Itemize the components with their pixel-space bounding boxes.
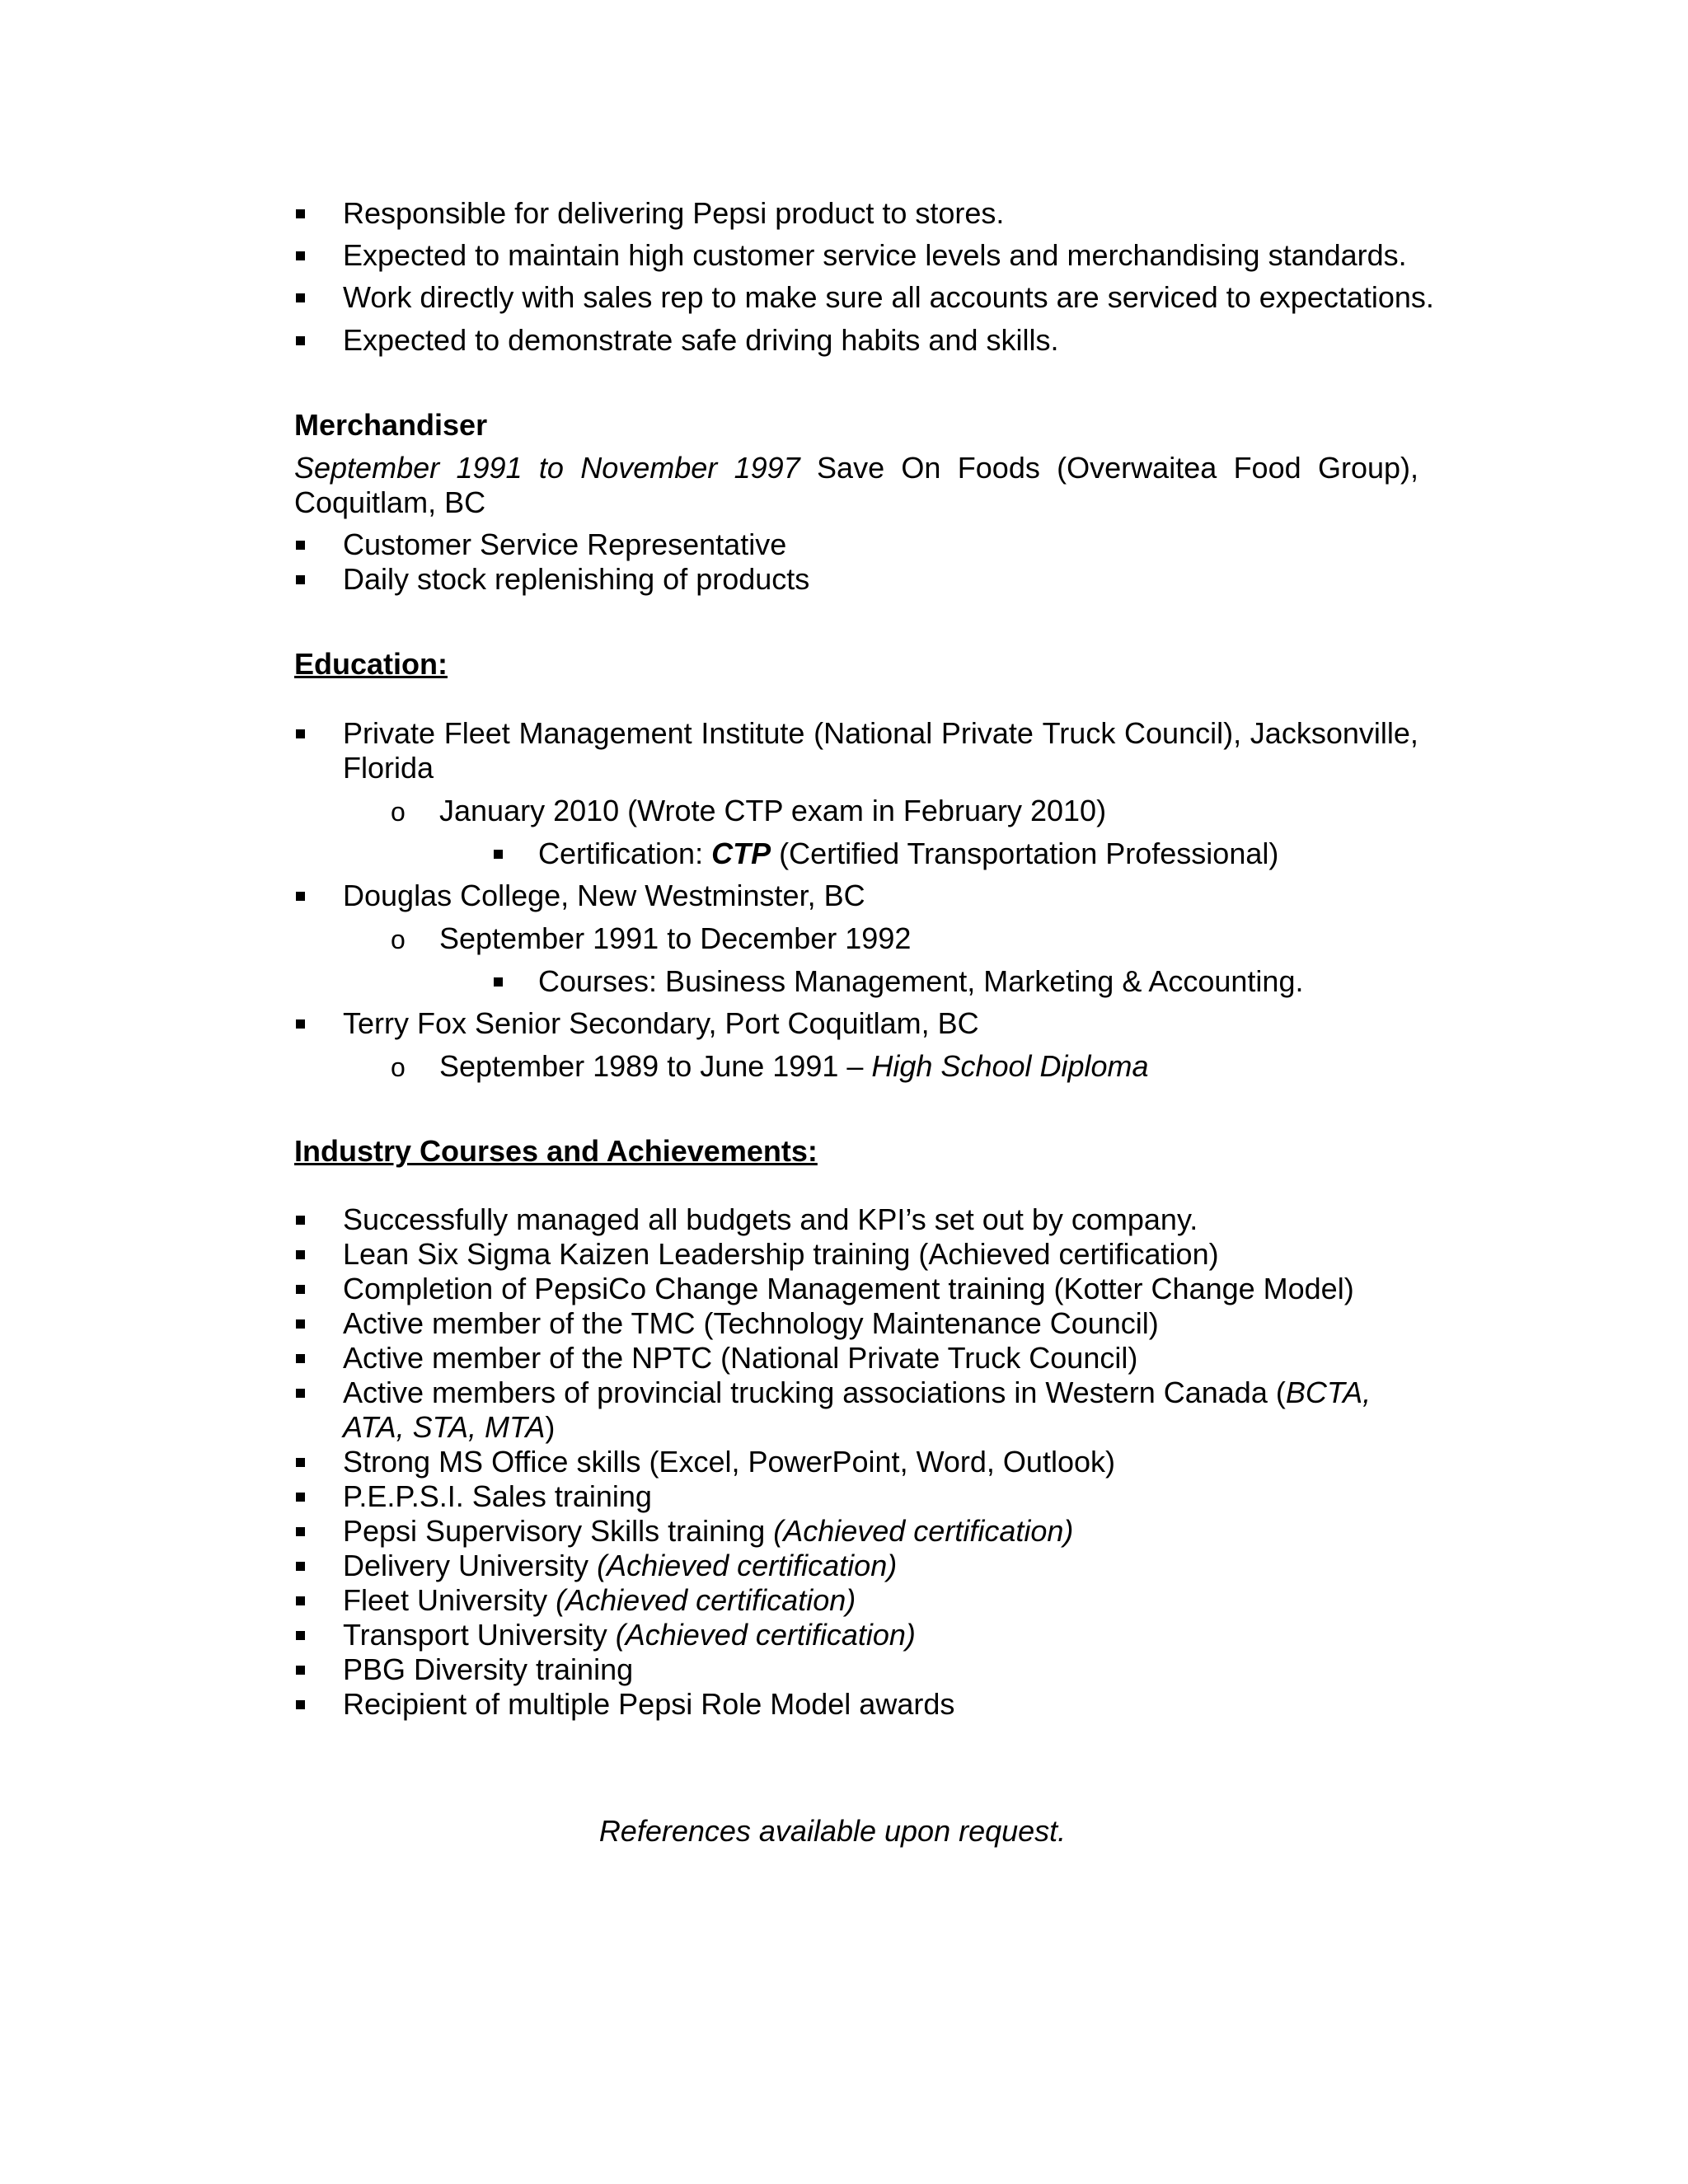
bullet-icon <box>296 541 305 550</box>
associations-abbr: ATA, STA, MTA <box>343 1410 546 1444</box>
school-location: Florida <box>343 751 434 785</box>
list-item: Strong MS Office skills (Excel, PowerPoint, Word, Outlook) <box>343 1445 1115 1479</box>
training-note: (Achieved certification) <box>556 1583 856 1617</box>
bullet-icon <box>296 1527 305 1536</box>
training-name: Fleet University <box>343 1583 556 1617</box>
job-employer-word: (Overwaitea <box>1057 451 1217 485</box>
school-pfmi <box>343 715 1418 752</box>
diploma: High School Diploma <box>871 1049 1149 1083</box>
bullet-icon <box>296 1700 305 1709</box>
bullet-icon <box>296 1493 305 1502</box>
bullet-icon <box>296 1666 305 1675</box>
list-item <box>343 1548 897 1584</box>
list-item <box>343 1617 916 1653</box>
associations-text: Active members of provincial trucking associations in Western Canada ( <box>343 1376 1286 1409</box>
circle-bullet-icon: o <box>391 1052 406 1082</box>
list-item: Expected to demonstrate safe driving habits and skills. <box>343 323 1059 357</box>
cert-abbr: CTP <box>711 837 771 870</box>
list-item: Expected to maintain high customer service levels and merchandising standards. <box>343 238 1407 272</box>
list-item: Completion of PepsiCo Change Management training (Kotter Change Model) <box>343 1272 1354 1305</box>
job-employer-word: Save <box>817 451 885 485</box>
school-date: January 2010 (Wrote CTP exam in February 2010) <box>439 794 1107 827</box>
school-date: September 1991 to December 1992 <box>439 921 912 955</box>
list-item: Customer Service Representative <box>343 527 787 561</box>
job-employer-word: Group), <box>1317 451 1418 485</box>
bullet-icon <box>296 1216 305 1225</box>
list-item-associations <box>343 1375 1371 1411</box>
training-note: (Achieved certification) <box>615 1618 916 1652</box>
associations-close: ) <box>545 1410 556 1444</box>
school-name-word: Management <box>518 716 692 750</box>
job-dates-word: 1997 <box>734 451 800 485</box>
bullet-icon <box>296 293 305 302</box>
bullet-icon <box>296 1631 305 1640</box>
associations-abbr: BCTA, <box>1285 1376 1372 1409</box>
list-item <box>343 1513 1073 1549</box>
list-item: Responsible for delivering Pepsi product to stores. <box>343 196 1005 230</box>
bullet-icon <box>296 892 305 901</box>
school-name-word: Private <box>343 716 436 750</box>
school-terry-fox: Terry Fox Senior Secondary, Port Coquitlam, BC <box>343 1006 979 1040</box>
certification <box>538 836 1278 872</box>
school-name-word: Private <box>940 716 1034 750</box>
date-range: September 1989 to June 1991 – <box>439 1049 872 1083</box>
bullet-icon <box>296 209 305 218</box>
job-title: Merchandiser <box>294 408 488 442</box>
bullet-icon <box>296 1354 305 1363</box>
section-heading-industry: Industry Courses and Achievements: <box>294 1134 818 1168</box>
school-name-word: Truck <box>1042 716 1116 750</box>
school-douglas: Douglas College, New Westminster, BC <box>343 879 865 912</box>
bullet-icon <box>296 1458 305 1467</box>
bullet-icon <box>296 1285 305 1294</box>
circle-bullet-icon: o <box>391 797 406 827</box>
list-item: Recipient of multiple Pepsi Role Model awards <box>343 1687 955 1721</box>
school-name-word: (National <box>814 716 933 750</box>
courses: Courses: Business Management, Marketing & Accounting. <box>538 964 1304 998</box>
list-item: Lean Six Sigma Kaizen Leadership training (Achieved certification) <box>343 1237 1219 1271</box>
cert-label: Certification: <box>538 837 712 870</box>
list-item: PBG Diversity training <box>343 1652 634 1686</box>
cert-desc: (Certified Transportation Professional) <box>771 837 1279 870</box>
training-note: (Achieved certification) <box>773 1514 1074 1548</box>
job-dates-word: 1991 <box>456 451 523 485</box>
bullet-icon <box>296 1319 305 1329</box>
bullet-icon <box>296 1562 305 1571</box>
school-name-word: Jacksonville, <box>1250 716 1418 750</box>
job-location: Coquitlam, BC <box>294 485 486 519</box>
list-item: Active member of the NPTC (National Private Truck Council) <box>343 1341 1138 1375</box>
job-dates-employer <box>294 450 1418 486</box>
bullet-icon <box>296 1389 305 1398</box>
bullet-icon <box>296 336 305 345</box>
school-date <box>439 1048 1149 1085</box>
bullet-icon <box>296 1596 305 1605</box>
job-employer-word: Food <box>1233 451 1301 485</box>
job-dates-word: November <box>580 451 718 485</box>
circle-bullet-icon: o <box>391 925 406 954</box>
job-dates-word: to <box>538 451 564 485</box>
bullet-icon <box>494 850 503 859</box>
job-dates-word: September <box>294 451 440 485</box>
list-item-associations-cont <box>343 1409 555 1446</box>
training-name: Transport University <box>343 1618 616 1652</box>
job-employer-word: Foods <box>957 451 1040 485</box>
bullet-icon <box>296 575 305 584</box>
list-item: Successfully managed all budgets and KPI’s set out by company. <box>343 1202 1198 1236</box>
list-item: Daily stock replenishing of products <box>343 562 810 596</box>
training-name: Pepsi Supervisory Skills training <box>343 1514 774 1548</box>
bullet-icon <box>296 1250 305 1259</box>
bullet-icon <box>296 729 305 738</box>
bullet-icon <box>296 251 305 260</box>
school-name-word: Fleet <box>443 716 510 750</box>
list-item: Work directly with sales rep to make sure all accounts are serviced to expectations. <box>343 280 1434 314</box>
training-name: Delivery University <box>343 1549 598 1582</box>
bullet-icon <box>296 1019 305 1029</box>
references-note: References available upon request. <box>598 1814 1067 1848</box>
bullet-icon <box>494 977 503 987</box>
training-note: (Achieved certification) <box>597 1549 898 1582</box>
list-item: P.E.P.S.I. Sales training <box>343 1479 652 1513</box>
job-employer-word: On <box>901 451 941 485</box>
list-item <box>343 1582 856 1619</box>
list-item: Active member of the TMC (Technology Maintenance Council) <box>343 1306 1159 1340</box>
school-name-word: Council), <box>1124 716 1242 750</box>
school-name-word: Institute <box>701 716 805 750</box>
section-heading-education: Education: <box>294 647 448 681</box>
